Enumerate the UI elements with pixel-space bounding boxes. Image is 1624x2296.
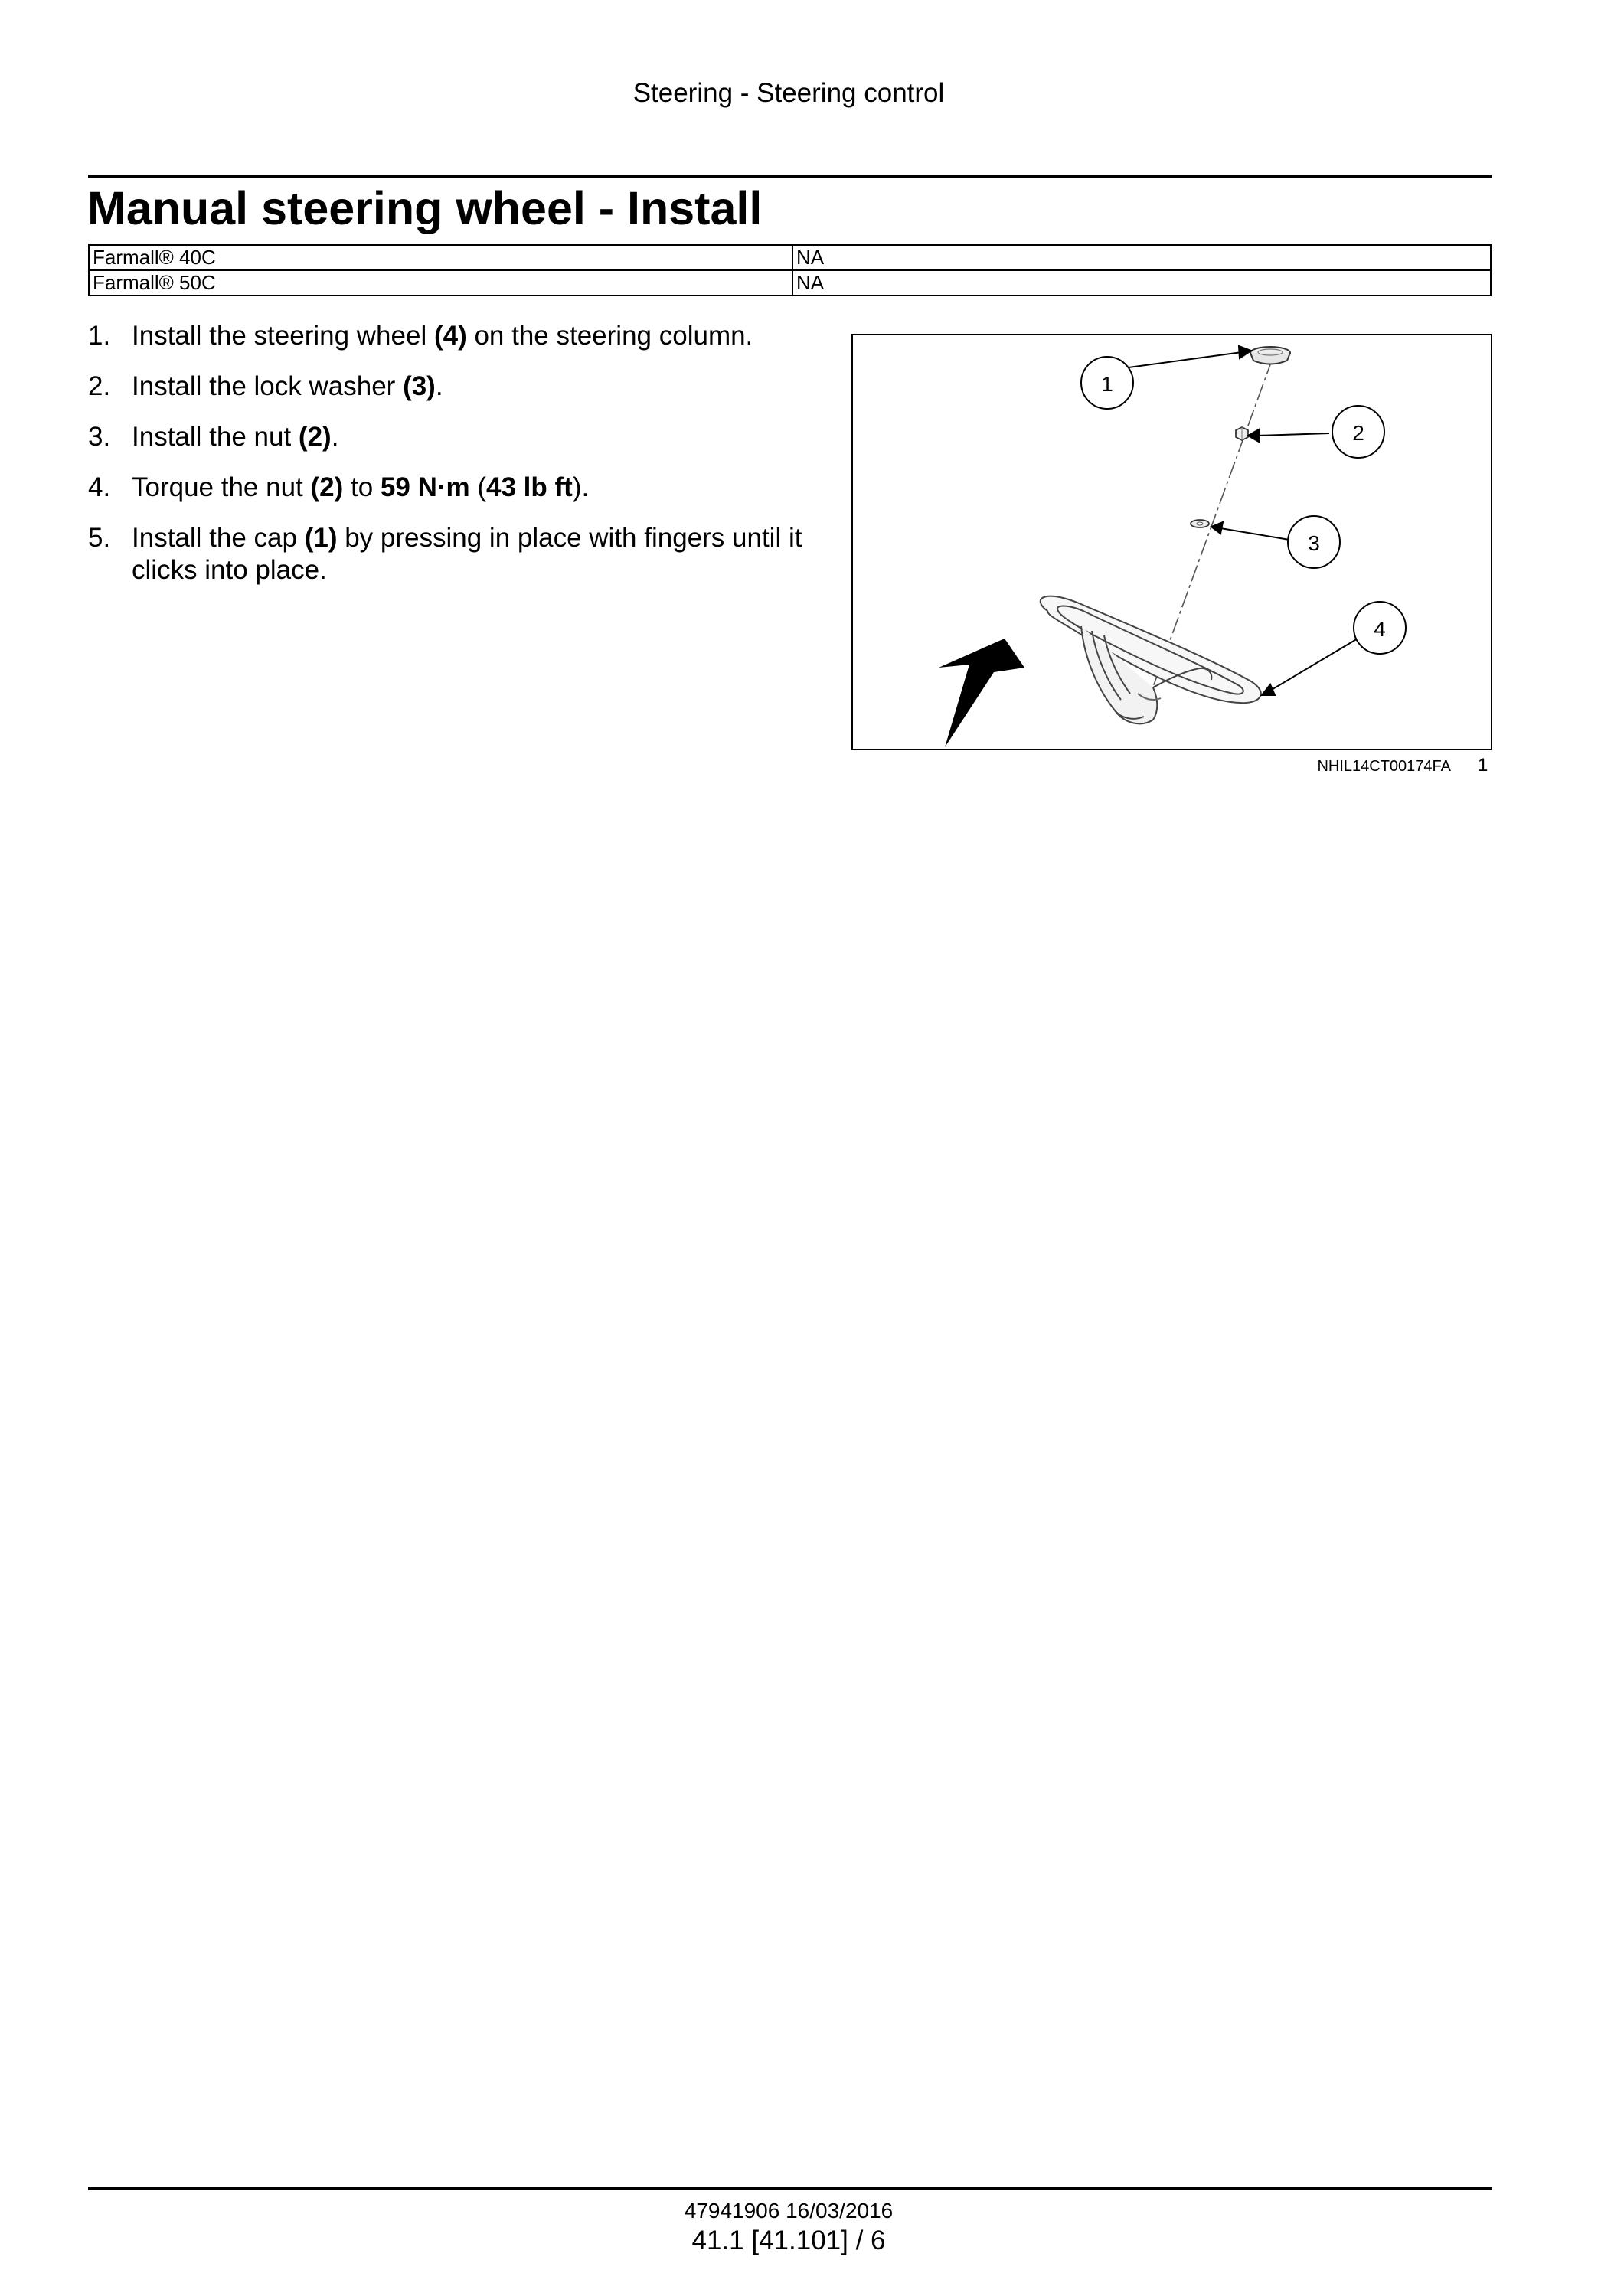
figure-number: 1: [1478, 755, 1488, 776]
direction-arrow-icon: [939, 639, 1024, 747]
procedure-step: [88, 421, 815, 453]
footer-page-reference: 41.1 [41.101] / 6: [691, 2226, 886, 2255]
procedure-step: [88, 371, 815, 403]
page-title: Manual steering wheel - Install: [87, 182, 763, 234]
procedure-steps: [88, 320, 815, 605]
callout-1: [1081, 357, 1133, 409]
procedure-step: [88, 320, 815, 352]
step-text: Torque the nut: [132, 472, 311, 502]
model-cell: Farmall® 40C: [89, 245, 792, 270]
step-text: Install the lock washer: [132, 371, 404, 401]
procedure-step: [88, 472, 815, 504]
step-number: 2.: [88, 371, 111, 401]
title-rule: [88, 175, 1492, 178]
model-cell: Farmall® 50C: [89, 270, 792, 296]
lock-washer-part: [1191, 520, 1209, 527]
step-number: 5.: [88, 523, 111, 553]
step-text: Install the cap: [132, 523, 305, 553]
svg-text:2: 2: [1352, 421, 1364, 445]
footer-document-reference: 47941906 16/03/2016: [684, 2199, 894, 2223]
market-cell: NA: [792, 270, 1491, 296]
footer-rule: [88, 2187, 1492, 2190]
cap-part: [1250, 347, 1290, 364]
step-emphasis: (4): [433, 321, 467, 351]
step-number: 4.: [88, 472, 111, 502]
running-header: Steering - Steering control: [632, 78, 945, 108]
steering-wheel-part: [1041, 596, 1261, 724]
figure-code: NHIL14CT00174FA: [1317, 758, 1451, 775]
table-row: [89, 270, 1491, 296]
table-row: [89, 245, 1491, 270]
step-text: .: [331, 422, 339, 452]
step-number: 1.: [88, 321, 111, 351]
step-text: Install the nut: [132, 422, 299, 452]
step-text: .: [435, 371, 443, 401]
callout-3: [1288, 516, 1340, 568]
step-text: ).: [572, 472, 590, 502]
exploded-view-figure: [851, 334, 1492, 750]
svg-text:3: 3: [1308, 531, 1320, 555]
model-applicability-table: [88, 244, 1492, 296]
market-cell: NA: [792, 245, 1491, 270]
step-text: to: [343, 472, 381, 502]
step-text: (: [469, 472, 487, 502]
steering-wheel-illustration: [853, 335, 1491, 749]
step-text: by pressing in place with fingers until it clicks into place.: [132, 523, 802, 585]
svg-text:1: 1: [1101, 372, 1113, 396]
svg-text:4: 4: [1374, 617, 1386, 641]
step-emphasis: (2): [310, 472, 344, 502]
step-emphasis: (1): [304, 523, 338, 553]
step-emphasis: (2): [298, 422, 332, 452]
step-text: Install the steering wheel: [132, 321, 434, 351]
step-number: 3.: [88, 422, 111, 452]
callout-4: [1354, 602, 1406, 654]
procedure-step: [88, 522, 815, 586]
step-text: on the steering column.: [466, 321, 753, 351]
step-emphasis: 59 N·m: [380, 472, 470, 502]
step-emphasis: 43 lb ft: [486, 472, 573, 502]
callout-2: [1332, 406, 1384, 458]
step-emphasis: (3): [403, 371, 436, 401]
nut-part: [1236, 427, 1248, 440]
